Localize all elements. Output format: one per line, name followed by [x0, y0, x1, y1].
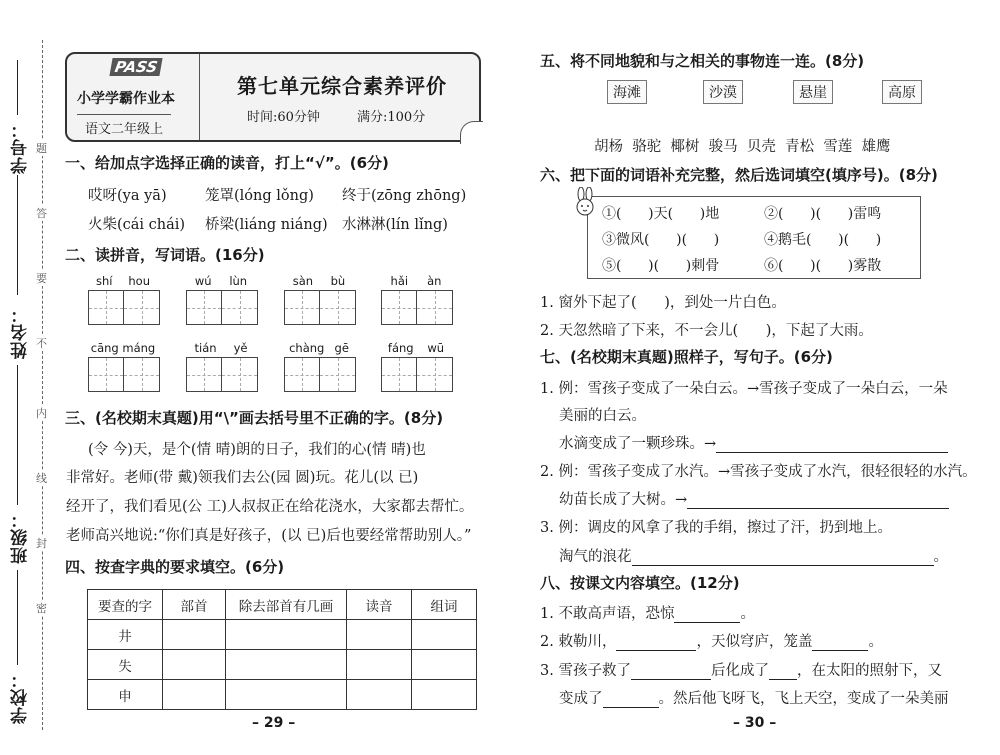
q7-heading: 七、(名校期末真题)照样子，写句子。(6分): [540, 348, 833, 366]
col-header: 读音: [347, 590, 412, 620]
student-id-label: 学号：: [11, 120, 31, 174]
page-number-left: – 29 –: [252, 715, 296, 731]
q3-line[interactable]: 非常好。老师(带 戴)领我们去公(园 圆)玩。花儿(以 已): [66, 470, 419, 486]
seal-char: 封: [36, 537, 47, 550]
answer-cell[interactable]: [412, 620, 477, 650]
answer-line[interactable]: [603, 707, 659, 708]
q1-item[interactable]: 笼罩(lóng lǒng): [205, 188, 314, 204]
answer-line[interactable]: [716, 452, 948, 453]
answer-cell[interactable]: [347, 620, 412, 650]
answer-line[interactable]: [616, 650, 696, 651]
col-header: 部首: [163, 590, 226, 620]
q1-item[interactable]: 哎呀(ya yā): [88, 188, 167, 204]
binding-strip: [0, 0, 62, 755]
answer-line[interactable]: [769, 679, 797, 680]
answer-cell[interactable]: [347, 680, 412, 710]
answer-cell[interactable]: [226, 620, 347, 650]
writing-grid[interactable]: [284, 290, 356, 325]
pinyin-label: sàn bù: [292, 274, 346, 288]
char-cell: 申: [88, 680, 163, 710]
idiom-box: [587, 196, 921, 279]
q8-line: 1. 不敢高声语，恐惊 。: [540, 606, 755, 622]
answer-line[interactable]: [687, 508, 949, 509]
q8-line: 变成了 。然后他飞呀飞，飞上天空，变成了一朵美丽: [559, 691, 949, 707]
answer-line[interactable]: [812, 650, 868, 651]
writing-grid[interactable]: [381, 357, 453, 392]
writing-grid[interactable]: [88, 357, 160, 392]
q1-item[interactable]: 水淋淋(lín lǐng): [342, 217, 448, 233]
pinyin-label: hǎi àn: [390, 274, 442, 288]
answer-cell[interactable]: [163, 620, 226, 650]
q8-line: 2. 敕勒川， ，天似穹庐，笼盖 。: [540, 634, 883, 650]
name-label: 姓名：: [11, 305, 31, 359]
writing-grid[interactable]: [284, 357, 356, 392]
name-line[interactable]: [17, 365, 18, 505]
seal-char: 不: [36, 337, 47, 350]
answer-cell[interactable]: [163, 650, 226, 680]
class-line[interactable]: [17, 570, 18, 665]
book-title: 小学学霸作业本: [77, 91, 175, 107]
pinyin-label: fáng wū: [387, 341, 445, 355]
q7-example: 3. 例：调皮的风拿了我的手绢，擦过了汗，扔到地上。: [540, 520, 892, 536]
pinyin-label: tián yě: [194, 341, 248, 355]
writing-grid[interactable]: [88, 290, 160, 325]
pass-logo: PASS: [109, 58, 162, 76]
dictionary-table: [87, 589, 477, 710]
q6-heading: 六、把下面的词语补充完整，然后选词填空(填序号)。(8分): [540, 166, 938, 184]
answer-cell[interactable]: [163, 680, 226, 710]
pinyin-label: cāng máng: [90, 341, 156, 355]
seal-char: 线: [36, 472, 47, 485]
writing-grid[interactable]: [186, 290, 258, 325]
answer-line[interactable]: [632, 565, 934, 566]
page-number-right: – 30 –: [733, 715, 777, 731]
class-label: 班级：: [11, 510, 31, 564]
table-row: [88, 620, 477, 650]
col-header: 要查的字: [88, 590, 163, 620]
q6-sentence[interactable]: 1. 窗外下起了( )，到处一片白色。: [540, 295, 786, 311]
landform-box[interactable]: 高原: [882, 80, 922, 104]
q3-line[interactable]: 老师高兴地说:“你们真是好孩子，(以 已)后也要经常帮助别人。”: [66, 528, 472, 544]
idiom-item[interactable]: ①( )天( )地: [602, 206, 720, 222]
q5-heading: 五、将不同地貌和与之相关的事物连一连。(8分): [540, 52, 865, 70]
q1-item[interactable]: 桥梁(liáng niáng): [205, 217, 328, 233]
table-row: [88, 650, 477, 680]
answer-cell[interactable]: [347, 650, 412, 680]
q7-question: 淘气的浪花 。: [559, 549, 948, 565]
q8-heading: 八、按课文内容填空。(12分): [540, 574, 740, 592]
answer-line[interactable]: [631, 679, 711, 680]
q7-question: 幼苗长成了大树。→: [559, 488, 949, 509]
col-header: 除去部首有几画: [226, 590, 347, 620]
q1-item[interactable]: 终于(zōng zhōng): [342, 188, 467, 204]
idiom-item[interactable]: ②( )( )雷鸣: [764, 206, 882, 222]
q4-heading: 四、按查字典的要求填空。(6分): [65, 558, 285, 576]
table-row: [88, 680, 477, 710]
q7-example: 1. 例：雪孩子变成了一朵白云。→雪孩子变成了一朵白云，一朵: [540, 381, 948, 397]
school-label: 学校：: [11, 670, 31, 724]
book-info: [67, 54, 200, 140]
idiom-item[interactable]: ④鹅毛( )( ): [764, 232, 882, 248]
char-cell: 失: [88, 650, 163, 680]
q3-line[interactable]: 经开了，我们看见(公 工)人叔叔正在给花浇水，大家都去帮忙。: [66, 499, 474, 515]
pinyin-label: chàng gē: [289, 341, 349, 355]
q2-heading: 二、读拼音，写词语。(16分): [65, 246, 265, 264]
bunny-icon: [570, 187, 600, 221]
answer-cell[interactable]: [412, 650, 477, 680]
grade-label: 语文二年级上: [77, 114, 171, 137]
q7-example: 美丽的白云。: [559, 408, 646, 424]
seal-char: 答: [36, 207, 47, 220]
q8-line: 3. 雪孩子救了 后化成了 ，在太阳的照射下，又: [540, 663, 942, 679]
q7-example: 2. 例：雪孩子变成了水汽。→雪孩子变成了水汽，很轻很轻的水汽。: [540, 464, 977, 480]
seal-char: 密: [36, 602, 47, 615]
q7-question: 水滴变成了一颗珍珠。→: [559, 432, 948, 453]
header-box: [65, 52, 481, 142]
landform-box[interactable]: 悬崖: [793, 80, 833, 104]
idiom-item[interactable]: ⑤( )( )刺骨: [602, 258, 720, 274]
student-id-line[interactable]: [17, 175, 18, 295]
table-header-row: [88, 590, 477, 620]
page-title: 第七单元综合素养评价: [237, 74, 447, 98]
seal-char: 要: [36, 272, 47, 285]
col-header: 组词: [412, 590, 477, 620]
q1-item[interactable]: 火柴(cái chái): [88, 217, 186, 233]
pinyin-label: shí hou: [95, 274, 151, 288]
q6-sentence[interactable]: 2. 天忽然暗了下来，不一会儿( )，下起了大雨。: [540, 323, 873, 339]
answer-line[interactable]: [674, 622, 740, 623]
seal-char: 题: [36, 142, 47, 155]
seal-char: 内: [36, 407, 47, 420]
divider: [17, 60, 18, 115]
things-list[interactable]: 胡杨 骆驼 椰树 骏马 贝壳 青松 雪莲 雄鹰: [594, 139, 891, 155]
answer-cell[interactable]: [412, 680, 477, 710]
q3-heading: 三、(名校期末真题)用“\”画去括号里不正确的字。(8分): [65, 409, 444, 427]
answer-cell[interactable]: [226, 680, 347, 710]
landform-box[interactable]: 海滩: [607, 80, 647, 104]
page-curl: [460, 121, 483, 144]
pinyin-label: wú lùn: [194, 274, 248, 288]
full-score: 满分:100分: [357, 110, 426, 125]
idiom-item[interactable]: ③微风( )( ): [602, 232, 720, 248]
char-cell: 井: [88, 620, 163, 650]
q1-heading: 一、给加点字选择正确的读音，打上“√”。(6分): [65, 154, 389, 172]
idiom-item[interactable]: ⑥( )( )雾散: [764, 258, 882, 274]
q3-line[interactable]: (令 今)天，是个(情 晴)朗的日子，我们的心(情 晴)也: [88, 442, 426, 458]
writing-grid[interactable]: [186, 357, 258, 392]
writing-grid[interactable]: [381, 290, 453, 325]
time-limit: 时间:60分钟: [247, 110, 320, 125]
landform-box[interactable]: 沙漠: [703, 80, 743, 104]
answer-cell[interactable]: [226, 650, 347, 680]
